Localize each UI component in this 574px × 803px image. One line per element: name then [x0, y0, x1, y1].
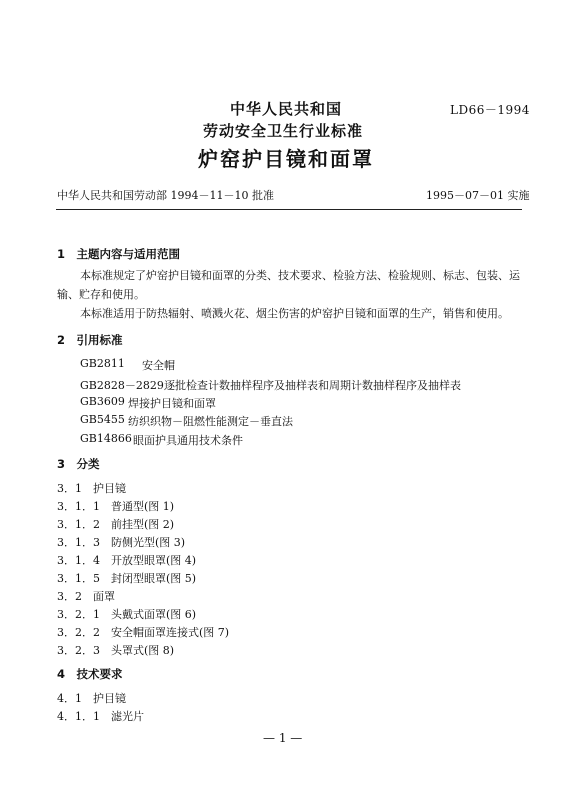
approval-line: 中华人民共和国劳动部 1994－11－10 批准 — [57, 189, 274, 202]
ref-code: GB14866 — [80, 432, 132, 445]
section-3-heading: 3 分类 — [57, 457, 100, 471]
ref-code: GB3609 — [80, 395, 125, 408]
section-4-heading: 4 技术要求 — [57, 667, 123, 681]
section-1-paragraph-1b: 输、贮存和使用。 — [57, 288, 145, 301]
page-number: — 1 — — [263, 731, 303, 745]
tech-item: 4．1．1 滤光片 — [57, 710, 144, 723]
standard-country-line: 中华人民共和国 — [230, 100, 343, 118]
class-item: 3．2．3 头罩式(图 8) — [57, 644, 175, 657]
header-rule — [56, 209, 522, 210]
standard-category-line: 劳动安全卫生行业标准 — [203, 122, 364, 140]
tech-item: 4．1 护目镜 — [57, 692, 126, 705]
class-item: 3．1．2 前挂型(图 2) — [57, 518, 175, 531]
ref-title: 焊接护目镜和面罩 — [128, 397, 216, 410]
ref-title: 逐批检查计数抽样程序及抽样表和周期计数抽样程序及抽样表 — [164, 379, 461, 392]
section-1-paragraph-2: 本标准适用于防热辐射、喷溅火花、烟尘伤害的炉窑护目镜和面罩的生产，销售和使用。 — [80, 307, 509, 320]
section-1-heading: 1 主题内容与适用范围 — [57, 247, 181, 261]
class-item: 3．1 护目镜 — [57, 482, 126, 495]
ref-code: GB2811 — [80, 357, 125, 370]
effective-date: 1995－07－01 实施 — [426, 189, 530, 202]
class-item: 3．1．3 防侧光型(图 3) — [57, 536, 186, 549]
class-item: 3．1．4 开放型眼罩(图 4) — [57, 554, 197, 567]
document-title: 炉窑护目镜和面罩 — [198, 147, 374, 171]
class-item: 3．1．1 普通型(图 1) — [57, 500, 175, 513]
ref-title: 纺织织物－阻燃性能测定－垂直法 — [128, 415, 293, 428]
section-2-heading: 2 引用标准 — [57, 333, 123, 347]
class-item: 3．2 面罩 — [57, 590, 115, 603]
class-item: 3．2．2 安全帽面罩连接式(图 7) — [57, 626, 230, 639]
ref-code: GB2828－2829 — [80, 379, 164, 392]
ref-title: 眼面护具通用技术条件 — [133, 434, 243, 447]
standard-code: LD66－1994 — [450, 103, 530, 117]
class-item: 3．1．5 封闭型眼罩(图 5) — [57, 572, 197, 585]
ref-code: GB5455 — [80, 413, 125, 426]
ref-title: 安全帽 — [142, 359, 175, 372]
section-1-paragraph-1a: 本标准规定了炉窑护目镜和面罩的分类、技术要求、检验方法、检验规则、标志、包装、运 — [80, 269, 520, 282]
class-item: 3．2．1 头戴式面罩(图 6) — [57, 608, 197, 621]
